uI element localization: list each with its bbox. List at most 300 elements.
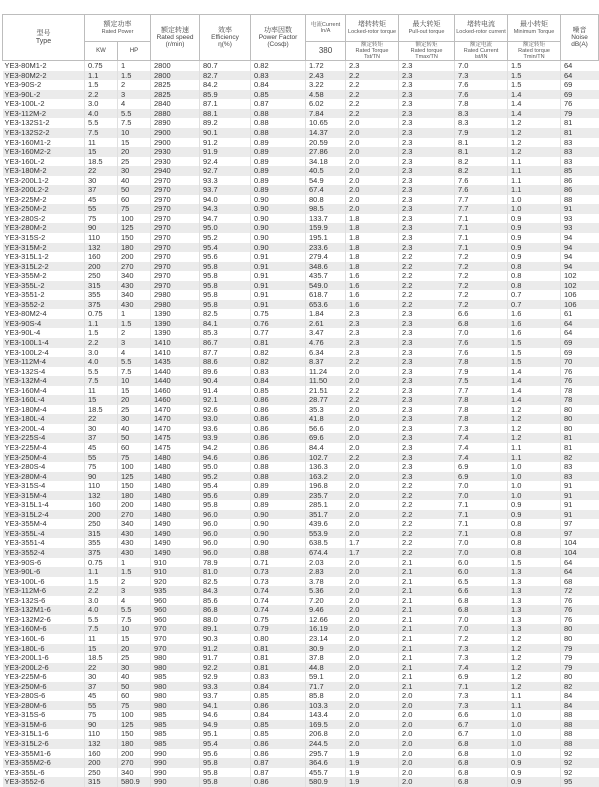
cell-power-factor: 0.86 — [251, 701, 306, 711]
cell-kw: 315 — [85, 529, 118, 539]
cell-type: YE3-200L1-2 — [3, 176, 85, 186]
cell-efficiency: 94.1 — [200, 701, 251, 711]
cell-locked-rotor-current: 8.2 — [455, 157, 508, 167]
cell-pull-out-torque: 2.1 — [399, 586, 455, 596]
cell-current: 80.8 — [306, 195, 346, 205]
table-row — [3, 300, 599, 310]
cell-speed: 2900 — [151, 128, 200, 138]
cell-pull-out-torque: 2.0 — [399, 691, 455, 701]
cell-kw: 45 — [85, 691, 118, 701]
cell-noise: 97 — [561, 519, 599, 529]
cell-type: YE3-180M-4 — [3, 405, 85, 415]
cell-efficiency: 95.6 — [200, 252, 251, 262]
cell-locked-rotor-torque: 1.8 — [346, 223, 399, 233]
cell-current: 71.7 — [306, 682, 346, 692]
cell-speed: 1490 — [151, 519, 200, 529]
table-row — [3, 682, 599, 692]
cell-noise: 76 — [561, 376, 599, 386]
cell-current: 195.1 — [306, 233, 346, 243]
cell-current: 553.9 — [306, 529, 346, 539]
cell-type: YE3-100L1-4 — [3, 338, 85, 348]
cell-current: 40.5 — [306, 166, 346, 176]
cell-type: YE3-132S-6 — [3, 596, 85, 606]
cell-speed: 2970 — [151, 243, 200, 253]
cell-kw: 4.0 — [85, 109, 118, 119]
cell-hp: 430 — [118, 529, 151, 539]
cell-efficiency: 90.3 — [200, 634, 251, 644]
cell-locked-rotor-torque: 2.0 — [346, 653, 399, 663]
cell-kw: 0.75 — [85, 61, 118, 71]
cell-type: YE3-3551-4 — [3, 538, 85, 548]
cell-efficiency: 96.0 — [200, 538, 251, 548]
cell-locked-rotor-torque: 2.0 — [346, 424, 399, 434]
table-row — [3, 262, 599, 272]
cell-hp: 430 — [118, 538, 151, 548]
cell-pull-out-torque: 2.3 — [399, 414, 455, 424]
cell-pull-out-torque: 2.3 — [399, 195, 455, 205]
cell-hp: 4 — [118, 99, 151, 109]
cell-locked-rotor-torque: 2.0 — [346, 567, 399, 577]
cell-current: 2.03 — [306, 558, 346, 568]
cell-speed: 985 — [151, 672, 200, 682]
cell-power-factor: 0.86 — [251, 453, 306, 463]
cell-power-factor: 0.75 — [251, 615, 306, 625]
cell-current: 9.46 — [306, 605, 346, 615]
cell-current: 279.4 — [306, 252, 346, 262]
cell-type: YE3-80M2-4 — [3, 309, 85, 319]
cell-noise: 88 — [561, 710, 599, 720]
cell-current: 7.84 — [306, 109, 346, 119]
cell-hp: 430 — [118, 300, 151, 310]
cell-power-factor: 0.73 — [251, 567, 306, 577]
table-row — [3, 749, 599, 759]
cell-type: YE3-3551-2 — [3, 290, 85, 300]
cell-current: 27.86 — [306, 147, 346, 157]
table-row — [3, 701, 599, 711]
cell-noise: 79 — [561, 653, 599, 663]
cell-efficiency: 82.5 — [200, 577, 251, 587]
cell-speed: 935 — [151, 586, 200, 596]
cell-locked-rotor-current: 7.4 — [455, 663, 508, 673]
table-row — [3, 319, 599, 329]
cell-speed: 1470 — [151, 424, 200, 434]
cell-current: 163.2 — [306, 472, 346, 482]
cell-pull-out-torque: 2.0 — [399, 777, 455, 787]
cell-minimum-torque: 1.2 — [508, 663, 561, 673]
cell-type: YE3-180M-2 — [3, 166, 85, 176]
header-lr-cn: 堵转转矩 — [358, 21, 387, 29]
cell-type: YE3-160L-6 — [3, 634, 85, 644]
cell-pull-out-torque: 2.3 — [399, 118, 455, 128]
cell-speed: 960 — [151, 596, 200, 606]
cell-noise: 102 — [561, 271, 599, 281]
cell-pull-out-torque: 2.3 — [399, 157, 455, 167]
cell-kw: 75 — [85, 214, 118, 224]
cell-locked-rotor-current: 7.0 — [455, 538, 508, 548]
cell-noise: 69 — [561, 90, 599, 100]
cell-noise: 78 — [561, 386, 599, 396]
cell-speed: 1480 — [151, 500, 200, 510]
cell-locked-rotor-current: 7.2 — [455, 290, 508, 300]
cell-pull-out-torque: 2.2 — [399, 519, 455, 529]
cell-power-factor: 0.91 — [251, 300, 306, 310]
cell-power-factor: 0.81 — [251, 338, 306, 348]
table-row — [3, 453, 599, 463]
cell-noise: 76 — [561, 367, 599, 377]
cell-hp: 40 — [118, 176, 151, 186]
cell-efficiency: 87.1 — [200, 99, 251, 109]
cell-hp: 25 — [118, 405, 151, 415]
cell-kw: 18.5 — [85, 405, 118, 415]
cell-pull-out-torque: 2.0 — [399, 720, 455, 730]
table-row — [3, 558, 599, 568]
cell-speed: 2930 — [151, 157, 200, 167]
cell-efficiency: 91.9 — [200, 147, 251, 157]
header-lc-sub-en: Rated Current — [463, 48, 499, 55]
cell-pull-out-torque: 2.1 — [399, 663, 455, 673]
cell-power-factor: 0.88 — [251, 128, 306, 138]
cell-current: 44.8 — [306, 663, 346, 673]
cell-kw: 90 — [85, 472, 118, 482]
header-noise — [561, 15, 599, 61]
table-row — [3, 281, 599, 291]
cell-speed: 1390 — [151, 328, 200, 338]
cell-pull-out-torque: 2.3 — [399, 243, 455, 253]
header-rated-speed — [151, 15, 200, 61]
table-row — [3, 80, 599, 90]
cell-noise: 86 — [561, 176, 599, 186]
cell-current: 16.19 — [306, 624, 346, 634]
cell-noise: 83 — [561, 138, 599, 148]
cell-noise: 97 — [561, 529, 599, 539]
cell-speed: 985 — [151, 710, 200, 720]
cell-power-factor: 0.88 — [251, 109, 306, 119]
cell-power-factor: 0.82 — [251, 348, 306, 358]
cell-minimum-torque: 1.3 — [508, 605, 561, 615]
cell-hp: 30 — [118, 414, 151, 424]
cell-power-factor: 0.81 — [251, 653, 306, 663]
cell-power-factor: 0.74 — [251, 596, 306, 606]
cell-minimum-torque: 1.5 — [508, 80, 561, 90]
cell-current: 1.84 — [306, 309, 346, 319]
cell-minimum-torque: 1.0 — [508, 462, 561, 472]
cell-type: YE3-90L-4 — [3, 328, 85, 338]
header-current-cn: 电流Current — [310, 21, 341, 28]
cell-noise: 79 — [561, 109, 599, 119]
cell-speed: 2970 — [151, 185, 200, 195]
cell-locked-rotor-torque: 2.0 — [346, 176, 399, 186]
cell-locked-rotor-current: 7.0 — [455, 481, 508, 491]
cell-current: 10.65 — [306, 118, 346, 128]
cell-kw: 30 — [85, 176, 118, 186]
cell-type: YE3-112M-2 — [3, 109, 85, 119]
cell-locked-rotor-current: 7.9 — [455, 128, 508, 138]
cell-current: 56.6 — [306, 424, 346, 434]
cell-speed: 910 — [151, 567, 200, 577]
cell-type: YE3-200L2-6 — [3, 663, 85, 673]
cell-locked-rotor-current: 7.3 — [455, 691, 508, 701]
cell-hp: 150 — [118, 233, 151, 243]
table-row — [3, 357, 599, 367]
cell-locked-rotor-current: 7.1 — [455, 223, 508, 233]
header-mt-sub-unit: Tmin/TN — [523, 54, 545, 61]
cell-current: 439.6 — [306, 519, 346, 529]
cell-hp: 25 — [118, 653, 151, 663]
cell-kw: 315 — [85, 281, 118, 291]
table-row — [3, 538, 599, 548]
cell-minimum-torque: 1.4 — [508, 109, 561, 119]
cell-hp: 7.5 — [118, 615, 151, 625]
header-po-sub-unit: Tmax/TN — [415, 54, 438, 61]
cell-locked-rotor-torque: 2.0 — [346, 729, 399, 739]
cell-locked-rotor-current: 8.3 — [455, 118, 508, 128]
cell-noise: 79 — [561, 644, 599, 654]
cell-noise: 80 — [561, 634, 599, 644]
cell-kw: 5.5 — [85, 615, 118, 625]
cell-noise: 91 — [561, 481, 599, 491]
cell-minimum-torque: 1.0 — [508, 195, 561, 205]
cell-type: YE3-355M-2 — [3, 271, 85, 281]
header-rated-power — [85, 15, 151, 42]
cell-locked-rotor-current: 7.0 — [455, 624, 508, 634]
cell-current: 35.3 — [306, 405, 346, 415]
cell-hp: 3 — [118, 90, 151, 100]
cell-type: YE3-90S-4 — [3, 319, 85, 329]
cell-locked-rotor-torque: 2.0 — [346, 195, 399, 205]
cell-type: YE3-3552-6 — [3, 777, 85, 787]
cell-current: 206.8 — [306, 729, 346, 739]
cell-power-factor: 0.80 — [251, 634, 306, 644]
cell-speed: 985 — [151, 720, 200, 730]
cell-locked-rotor-current: 7.7 — [455, 386, 508, 396]
cell-current: 8.37 — [306, 357, 346, 367]
cell-locked-rotor-torque: 2.0 — [346, 596, 399, 606]
cell-hp: 75 — [118, 204, 151, 214]
cell-current: 233.6 — [306, 243, 346, 253]
cell-type: YE3-355L-2 — [3, 281, 85, 291]
cell-hp: 580.9 — [118, 777, 151, 787]
cell-noise: 83 — [561, 462, 599, 472]
cell-minimum-torque: 0.9 — [508, 768, 561, 778]
cell-locked-rotor-current: 7.3 — [455, 424, 508, 434]
cell-efficiency: 95.6 — [200, 749, 251, 759]
cell-kw: 22 — [85, 663, 118, 673]
cell-power-factor: 0.90 — [251, 195, 306, 205]
cell-minimum-torque: 1.0 — [508, 491, 561, 501]
cell-locked-rotor-current: 7.6 — [455, 338, 508, 348]
cell-hp: 430 — [118, 281, 151, 291]
cell-type: YE3-132M2-6 — [3, 615, 85, 625]
cell-efficiency: 95.8 — [200, 262, 251, 272]
cell-minimum-torque: 1.4 — [508, 376, 561, 386]
cell-kw: 250 — [85, 519, 118, 529]
cell-power-factor: 0.90 — [251, 233, 306, 243]
cell-hp: 4 — [118, 596, 151, 606]
cell-kw: 132 — [85, 491, 118, 501]
table-row — [3, 672, 599, 682]
cell-locked-rotor-torque: 2.2 — [346, 90, 399, 100]
cell-locked-rotor-current: 6.9 — [455, 672, 508, 682]
cell-speed: 2825 — [151, 90, 200, 100]
table-body — [3, 61, 599, 787]
cell-pull-out-torque: 2.3 — [399, 348, 455, 358]
cell-noise: 68 — [561, 577, 599, 587]
cell-speed: 2970 — [151, 252, 200, 262]
cell-type: YE3-355L-6 — [3, 768, 85, 778]
cell-power-factor: 0.74 — [251, 586, 306, 596]
header-lc-cn: 堵转电流 — [467, 21, 496, 29]
cell-current: 653.6 — [306, 300, 346, 310]
cell-locked-rotor-current: 6.6 — [455, 710, 508, 720]
cell-speed: 2800 — [151, 61, 200, 71]
header-pf-en: Power Factor — [258, 34, 298, 42]
cell-pull-out-torque: 2.1 — [399, 672, 455, 682]
cell-locked-rotor-current: 7.0 — [455, 328, 508, 338]
cell-hp: 150 — [118, 729, 151, 739]
cell-efficiency: 85.6 — [200, 596, 251, 606]
cell-speed: 1470 — [151, 414, 200, 424]
cell-minimum-torque: 1.2 — [508, 405, 561, 415]
cell-locked-rotor-torque: 2.0 — [346, 720, 399, 730]
cell-locked-rotor-current: 6.6 — [455, 309, 508, 319]
cell-pull-out-torque: 2.1 — [399, 624, 455, 634]
cell-locked-rotor-torque: 2.0 — [346, 672, 399, 682]
cell-locked-rotor-torque: 2.0 — [346, 644, 399, 654]
header-voltage: 380 — [306, 42, 346, 61]
cell-minimum-torque: 1.5 — [508, 71, 561, 81]
header-lr-en: Locked-rotor torque — [348, 28, 397, 35]
cell-minimum-torque: 1.6 — [508, 309, 561, 319]
cell-kw: 5.5 — [85, 118, 118, 128]
cell-hp: 75 — [118, 453, 151, 463]
header-power-cn: 额定功率 — [103, 21, 132, 29]
cell-speed: 2880 — [151, 109, 200, 119]
table-row — [3, 624, 599, 634]
cell-hp: 50 — [118, 433, 151, 443]
cell-hp: 60 — [118, 195, 151, 205]
cell-locked-rotor-torque: 2.0 — [346, 376, 399, 386]
cell-current: 20.59 — [306, 138, 346, 148]
cell-locked-rotor-torque: 1.9 — [346, 758, 399, 768]
cell-efficiency: 86.7 — [200, 338, 251, 348]
cell-efficiency: 95.2 — [200, 472, 251, 482]
table-row — [3, 768, 599, 778]
cell-efficiency: 92.7 — [200, 166, 251, 176]
cell-efficiency: 94.6 — [200, 453, 251, 463]
cell-efficiency: 92.4 — [200, 157, 251, 167]
header-mt-en: Minimum Torque — [513, 28, 555, 35]
cell-hp: 40 — [118, 424, 151, 434]
cell-minimum-torque: 1.4 — [508, 99, 561, 109]
cell-current: 364.6 — [306, 758, 346, 768]
cell-type: YE3-3552-2 — [3, 300, 85, 310]
cell-speed: 1470 — [151, 405, 200, 415]
cell-locked-rotor-current: 7.6 — [455, 90, 508, 100]
cell-noise: 84 — [561, 701, 599, 711]
cell-type: YE3-315M-4 — [3, 491, 85, 501]
cell-locked-rotor-torque: 2.0 — [346, 577, 399, 587]
cell-efficiency: 84.3 — [200, 586, 251, 596]
cell-locked-rotor-current: 7.1 — [455, 510, 508, 520]
cell-type: YE3-355L-4 — [3, 529, 85, 539]
cell-efficiency: 89.1 — [200, 624, 251, 634]
cell-power-factor: 0.89 — [251, 176, 306, 186]
cell-speed: 1490 — [151, 529, 200, 539]
cell-minimum-torque: 1.1 — [508, 691, 561, 701]
cell-locked-rotor-current: 7.1 — [455, 214, 508, 224]
cell-power-factor: 0.76 — [251, 319, 306, 329]
cell-noise: 76 — [561, 615, 599, 625]
cell-noise: 83 — [561, 147, 599, 157]
cell-power-factor: 0.84 — [251, 376, 306, 386]
cell-hp: 30 — [118, 663, 151, 673]
cell-minimum-torque: 0.9 — [508, 252, 561, 262]
header-pf-cn: 功率因数 — [264, 26, 293, 34]
cell-kw: 1.1 — [85, 71, 118, 81]
cell-locked-rotor-current: 7.1 — [455, 529, 508, 539]
cell-speed: 990 — [151, 777, 200, 787]
cell-noise: 64 — [561, 319, 599, 329]
cell-noise: 106 — [561, 300, 599, 310]
cell-hp: 2 — [118, 577, 151, 587]
cell-pull-out-torque: 2.3 — [399, 424, 455, 434]
cell-locked-rotor-torque: 2.0 — [346, 405, 399, 415]
cell-pull-out-torque: 2.3 — [399, 147, 455, 157]
cell-noise: 83 — [561, 472, 599, 482]
cell-noise: 94 — [561, 252, 599, 262]
cell-type: YE3-315M-2 — [3, 243, 85, 253]
cell-speed: 1490 — [151, 538, 200, 548]
table-row — [3, 252, 599, 262]
cell-noise: 80 — [561, 424, 599, 434]
cell-hp: 270 — [118, 510, 151, 520]
cell-type: YE3-315L2-6 — [3, 739, 85, 749]
cell-speed: 990 — [151, 768, 200, 778]
cell-pull-out-torque: 2.1 — [399, 644, 455, 654]
cell-speed: 960 — [151, 605, 200, 615]
cell-noise: 94 — [561, 243, 599, 253]
cell-speed: 980 — [151, 701, 200, 711]
cell-locked-rotor-torque: 2.0 — [346, 510, 399, 520]
cell-current: 285.1 — [306, 500, 346, 510]
cell-locked-rotor-current: 6.8 — [455, 768, 508, 778]
cell-locked-rotor-current: 7.4 — [455, 433, 508, 443]
cell-locked-rotor-current: 7.3 — [455, 71, 508, 81]
cell-kw: 37 — [85, 185, 118, 195]
cell-efficiency: 95.4 — [200, 739, 251, 749]
cell-efficiency: 91.2 — [200, 644, 251, 654]
cell-locked-rotor-current: 7.1 — [455, 682, 508, 692]
cell-minimum-torque: 0.8 — [508, 529, 561, 539]
cell-current: 69.6 — [306, 433, 346, 443]
cell-type: YE3-280M-6 — [3, 701, 85, 711]
cell-type: YE3-100L-6 — [3, 577, 85, 587]
cell-locked-rotor-current: 6.9 — [455, 462, 508, 472]
cell-locked-rotor-torque: 2.0 — [346, 481, 399, 491]
cell-noise: 91 — [561, 491, 599, 501]
cell-current: 59.1 — [306, 672, 346, 682]
cell-hp: 200 — [118, 749, 151, 759]
cell-noise: 92 — [561, 768, 599, 778]
table-row — [3, 424, 599, 434]
cell-minimum-torque: 0.9 — [508, 243, 561, 253]
cell-kw: 3.0 — [85, 348, 118, 358]
table-row — [3, 691, 599, 701]
cell-pull-out-torque: 2.1 — [399, 577, 455, 587]
cell-type: YE3-160M-4 — [3, 386, 85, 396]
cell-power-factor: 0.86 — [251, 777, 306, 787]
cell-current: 143.4 — [306, 710, 346, 720]
